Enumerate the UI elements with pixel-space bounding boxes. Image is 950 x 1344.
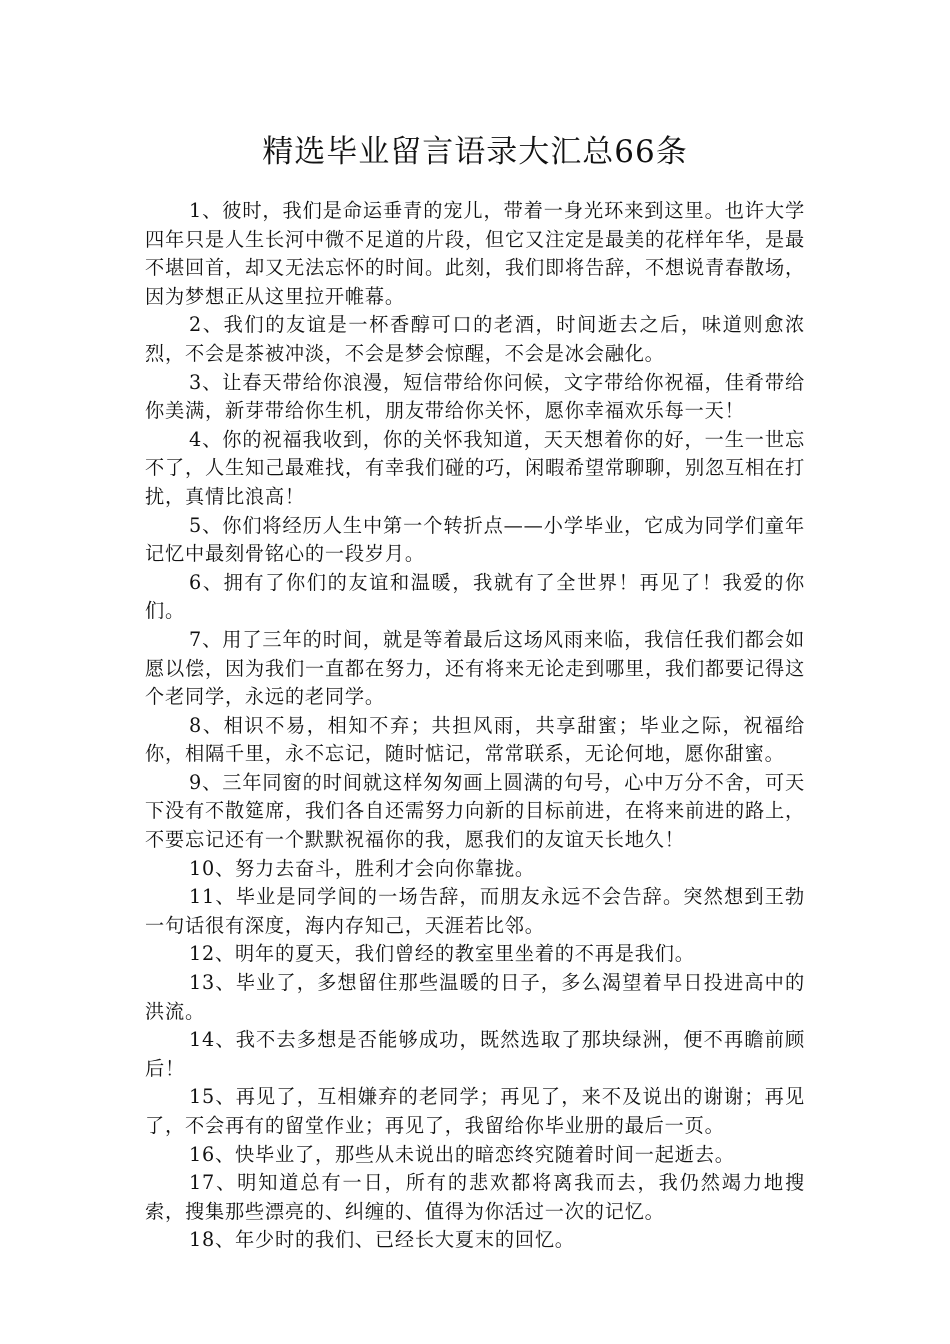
paragraph-17: 17、明知道总有一日，所有的悲欢都将离我而去，我仍然竭力地搜索，搜集那些漂亮的、纠缠的、值得为你活过一次的记忆。	[145, 1171, 805, 1223]
document-title: 精选毕业留言语录大汇总66条	[262, 134, 688, 170]
paragraph-6: 6、拥有了你们的友谊和温暖，我就有了全世界！再见了！我爱的你们。	[145, 570, 805, 623]
paragraph-2: 2、我们的友谊是一杯香醇可口的老酒，时间逝去之后，味道则愈浓烈，不会是茶被冲淡，不会是梦会惊醒，不会是冰会融化。	[145, 313, 805, 365]
paragraph-13: 13、毕业了，多想留住那些温暖的日子，多么渴望着早日投进高中的洪流。	[145, 971, 805, 1023]
paragraph-7: 7、用了三年的时间，就是等着最后这场风雨来临，我信任我们都会如愿以偿，因为我们一直都在努力，还有将来无论走到哪里，我们都要记得这个老同学，永远的老同学。	[145, 627, 805, 709]
paragraph-9: 9、三年同窗的时间就这样匆匆画上圆满的句号，心中万分不舍，可天下没有不散筵席，我们各自还需努力向新的目标前进，在将来前进的路上，不要忘记还有一个默默祝福你的我，愿我们的友谊天长地久！	[145, 770, 805, 852]
paragraph-14: 14、我不去多想是否能够成功，既然选取了那块绿洲，便不再瞻前顾后！	[145, 1028, 805, 1080]
paragraph-3: 3、让春天带给你浪漫，短信带给你问候，文字带给你祝福，佳肴带给你美满，新芽带给你生机，朋友带给你关怀，愿你幸福欢乐每一天！	[145, 370, 805, 423]
paragraph-5: 5、你们将经历人生中第一个转折点——小学毕业，它成为同学们童年记忆中最刻骨铭心的一段岁月。	[145, 513, 805, 566]
paragraph-4: 4、你的祝福我收到，你的关怀我知道，天天想着你的好，一生一世忘不了，人生知己最难找，有幸我们碰的巧，闲暇希望常聊聊，别忽互相在打扰，真情比浪高！	[145, 427, 805, 508]
paragraph-15: 15、再见了，互相嫌弃的老同学；再见了，来不及说出的谢谢；再见了，不会再有的留堂作业；再见了，我留给你毕业册的最后一页。	[145, 1085, 805, 1137]
paragraph-11: 11、毕业是同学间的一场告辞，而朋友永远不会告辞。突然想到王勃一句话很有深度，海内存知己，天涯若比邻。	[145, 885, 805, 937]
paragraph-12: 12、明年的夏天，我们曾经的教室里坐着的不再是我们。	[189, 942, 695, 966]
paragraph-18: 18、年少时的我们、已经长大夏末的回忆。	[189, 1228, 575, 1252]
paragraph-8: 8、相识不易，相知不弃；共担风雨，共享甜蜜；毕业之际，祝福给你，相隔千里，永不忘记，随时惦记，常常联系，无论何地，愿你甜蜜。	[145, 713, 805, 766]
paragraph-1: 1、彼时，我们是命运垂青的宠儿，带着一身光环来到这里。也许大学四年只是人生长河中微不足道的片段，但它又注定是最美的花样年华，是最不堪回首，却又无法忘怀的时间。此刻，我们即将告辞，不想说青春散场，因为梦想正从这里拉开帷幕。	[145, 199, 805, 308]
paragraph-16: 16、快毕业了，那些从未说出的暗恋终究随着时间一起逝去。	[189, 1142, 735, 1166]
document-body	[145, 197, 805, 1255]
paragraph-10: 10、努力去奋斗，胜利才会向你靠拢。	[189, 856, 535, 880]
